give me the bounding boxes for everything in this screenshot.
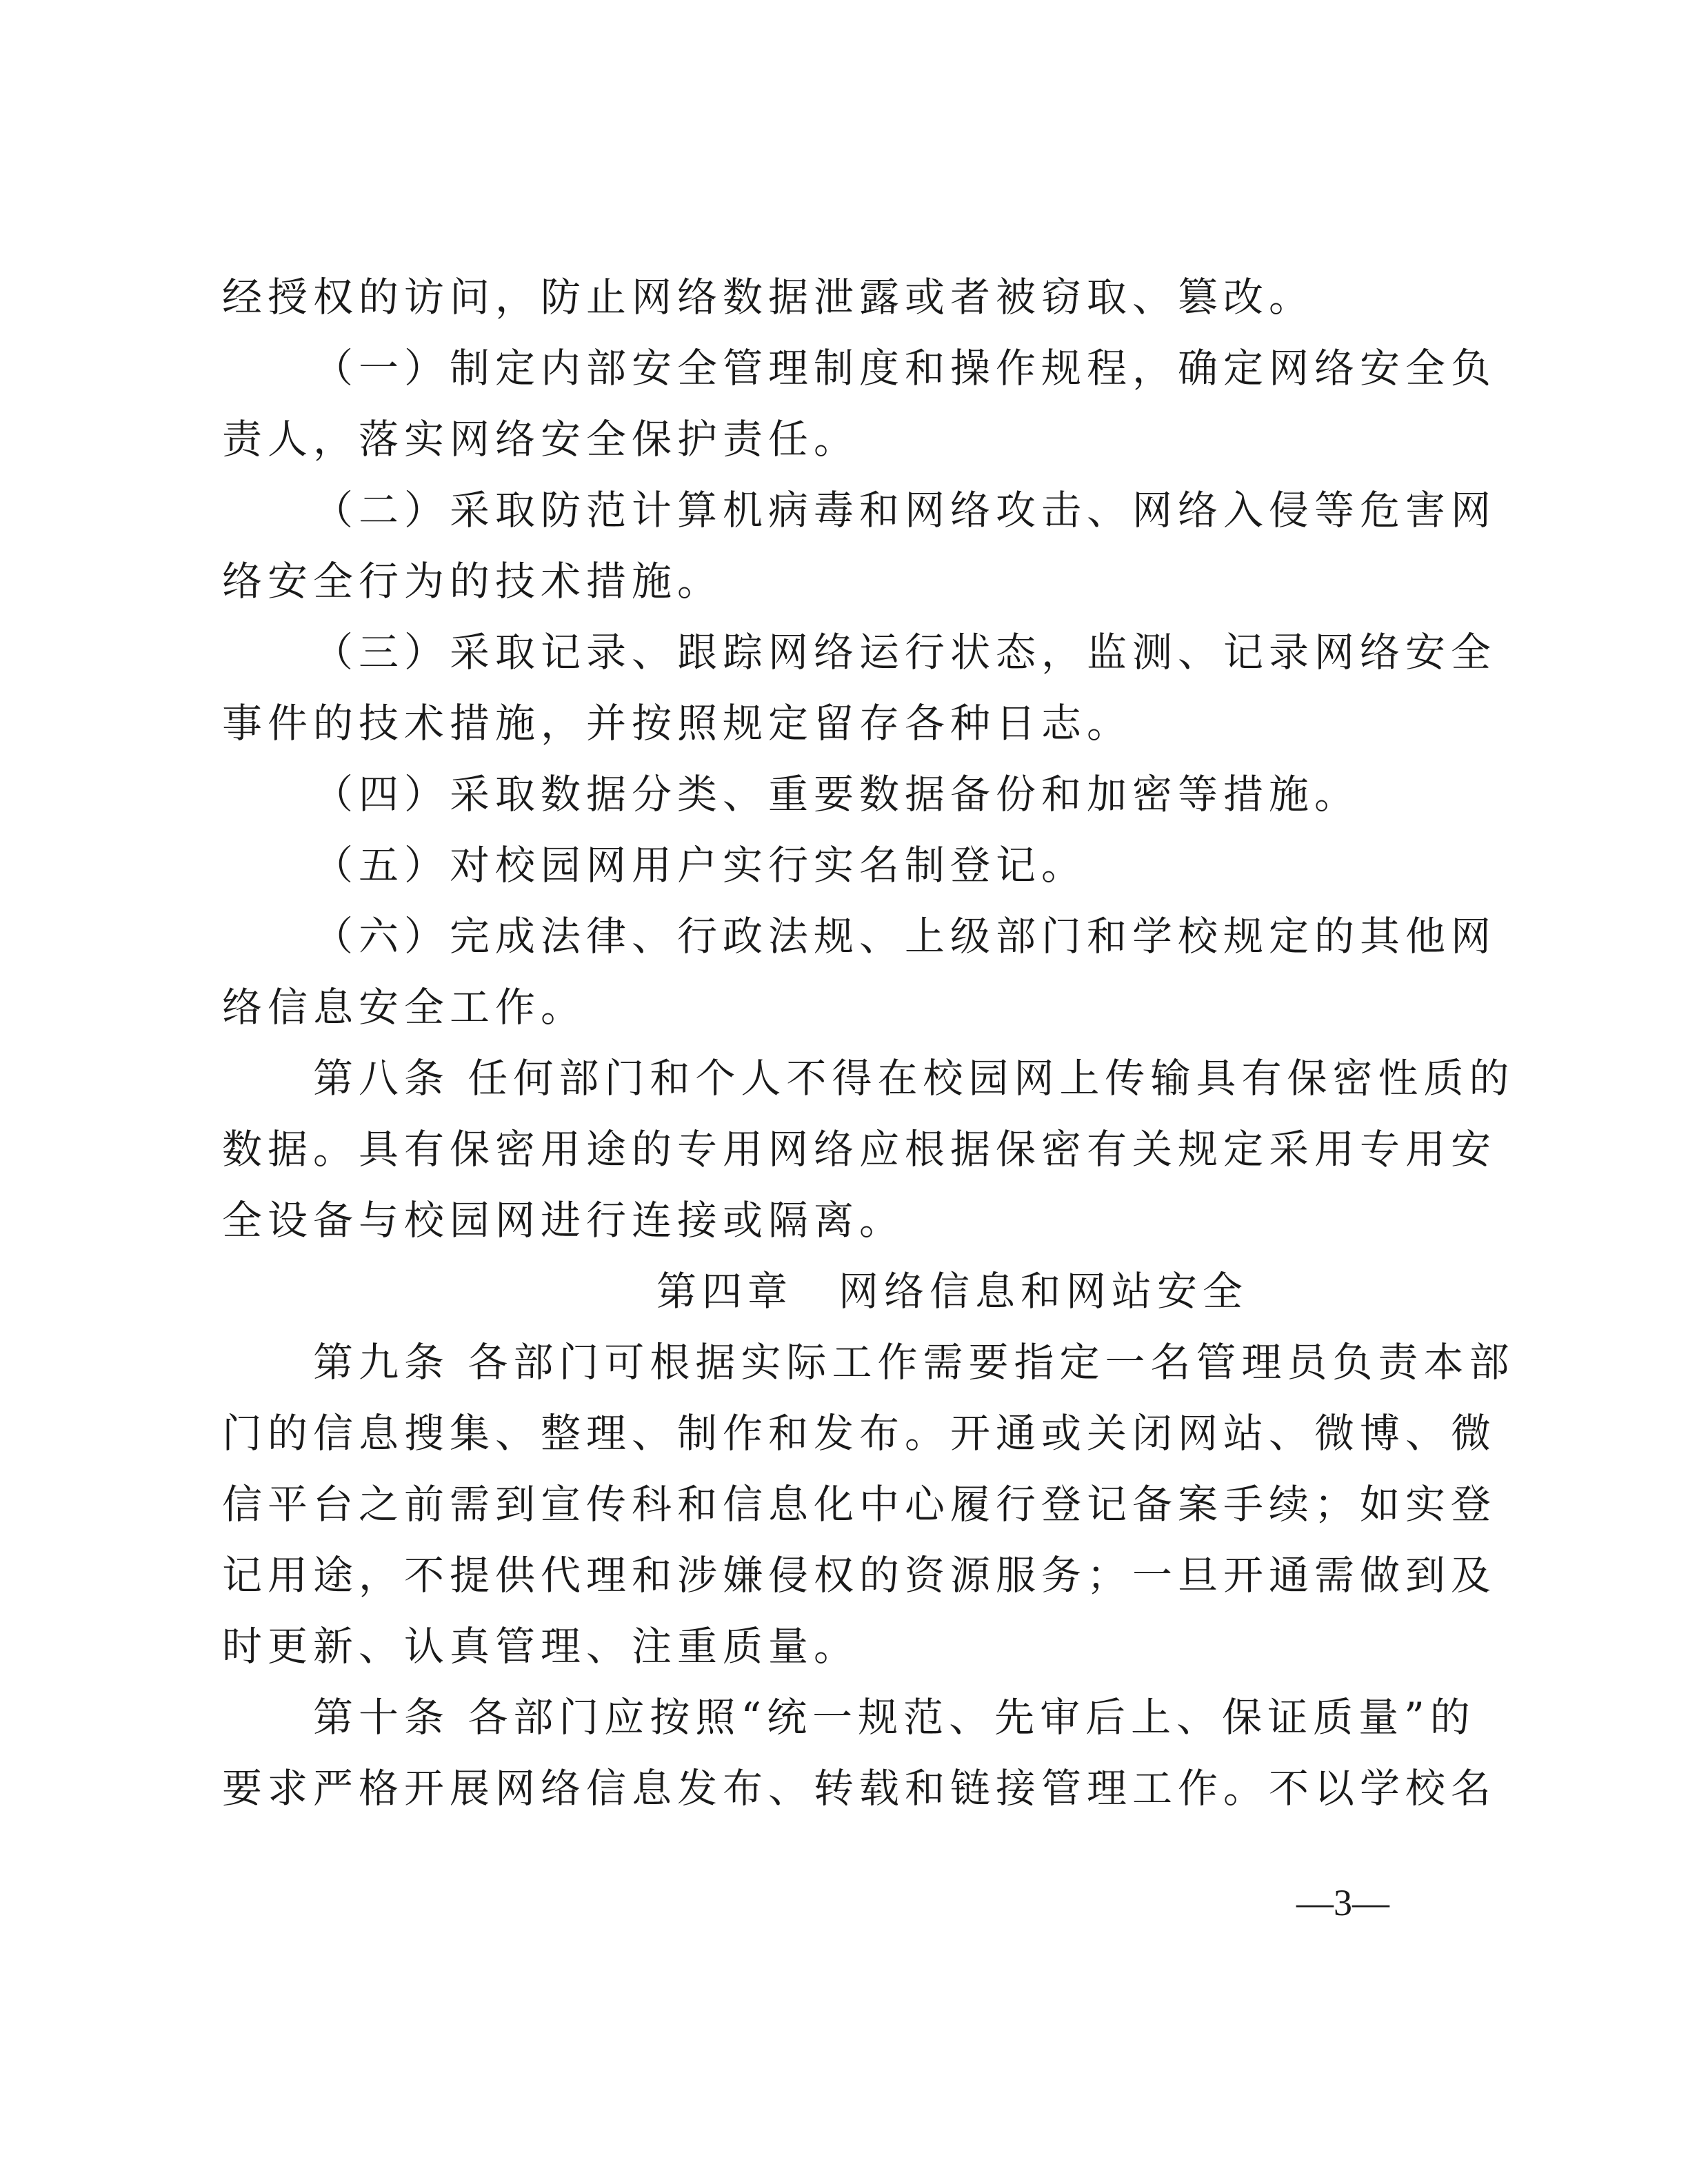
article-9-line: 第九条 各部门可根据实际工作需要指定一名管理员负责本部 <box>313 1339 1515 1386</box>
text-line: 要求严格开展网络信息发布、转载和链接管理工作。不以学校名 <box>222 1765 1497 1812</box>
text-line: 络安全行为的技术措施。 <box>222 558 723 605</box>
list-item-6-line: （六）完成法律、行政法规、上级部门和学校规定的其他网 <box>313 913 1497 960</box>
article-10-line: 第十条 各部门应按照“统一规范、先审后上、保证质量”的 <box>313 1694 1476 1741</box>
text-line: 经授权的访问，防止网络数据泄露或者被窃取、篡改。 <box>222 274 1315 321</box>
text-line: 责人，落实网络安全保护责任。 <box>222 416 860 463</box>
list-item-3-line: （三）采取记录、跟踪网络运行状态，监测、记录网络安全 <box>313 629 1497 676</box>
chapter-heading: 第四章 网络信息和网站安全 <box>656 1268 1249 1315</box>
list-item-5-line: （五）对校园网用户实行实名制登记。 <box>313 842 1087 889</box>
text-line: 数据。具有保密用途的专用网络应根据保密有关规定采用专用安 <box>222 1126 1497 1173</box>
text-line: 时更新、认真管理、注重质量。 <box>222 1623 860 1670</box>
text-line: 门的信息搜集、整理、制作和发布。开通或关闭网站、微博、微 <box>222 1410 1497 1457</box>
text-line: 记用途，不提供代理和涉嫌侵权的资源服务；一旦开通需做到及 <box>222 1552 1497 1599</box>
article-8-line: 第八条 任何部门和个人不得在校园网上传输具有保密性质的 <box>313 1055 1515 1102</box>
list-item-1-line: （一）制定内部安全管理制度和操作规程，确定网络安全负 <box>313 345 1497 392</box>
text-line: 全设备与校园网进行连接或隔离。 <box>222 1197 905 1244</box>
list-item-2-line: （二）采取防范计算机病毒和网络攻击、网络入侵等危害网 <box>313 487 1497 534</box>
page-number: —3— <box>1296 1882 1389 1923</box>
list-item-4-line: （四）采取数据分类、重要数据备份和加密等措施。 <box>313 771 1360 818</box>
text-line: 事件的技术措施，并按照规定留存各种日志。 <box>222 700 1133 747</box>
text-line: 络信息安全工作。 <box>222 984 587 1031</box>
text-line: 信平台之前需到宣传科和信息化中心履行登记备案手续；如实登 <box>222 1481 1497 1528</box>
body-text <box>222 262 1515 1824</box>
